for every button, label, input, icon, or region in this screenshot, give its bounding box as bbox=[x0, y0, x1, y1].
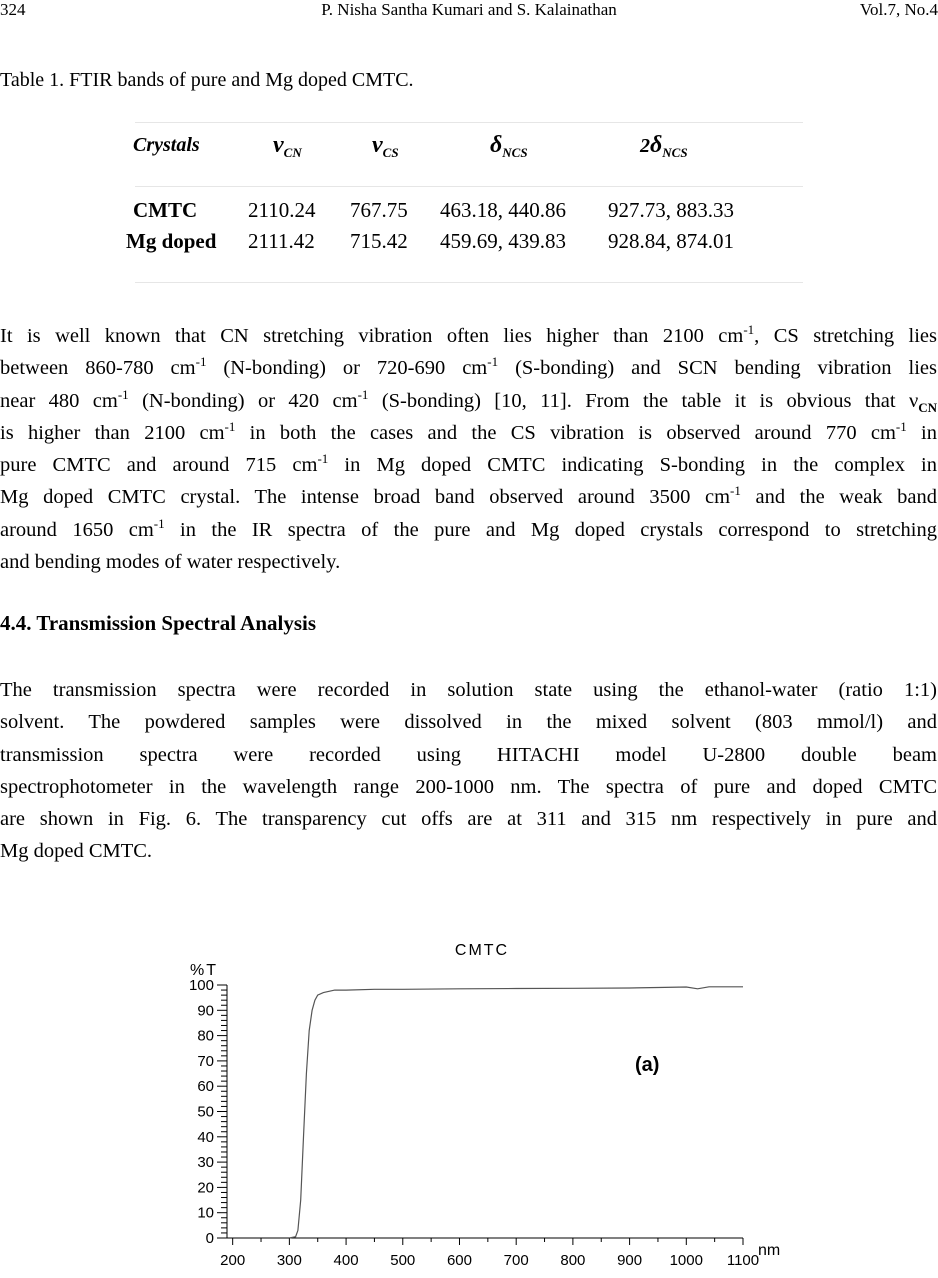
text-run: is higher than 2100 cm bbox=[0, 421, 225, 444]
table-header-row bbox=[120, 132, 805, 172]
x-tick-label: 500 bbox=[390, 1252, 416, 1269]
table-top-rule bbox=[135, 122, 803, 123]
text-run: (S-bonding) and SCN bending vibration lies bbox=[498, 357, 937, 380]
text-line: are shown in Fig. 6. The transparency cut offs are at 311 and 315 nm respectively in pure and bbox=[0, 808, 937, 831]
x-tick-label: 1100 bbox=[726, 1252, 760, 1269]
text-run: around 1650 cm bbox=[0, 518, 154, 541]
header-v-cn bbox=[273, 132, 302, 161]
text-line bbox=[0, 481, 937, 513]
row-crystal: CMTC bbox=[133, 198, 198, 222]
y-tick-label: 40 bbox=[197, 1128, 214, 1146]
superscript: -1 bbox=[195, 354, 207, 370]
header-2d-ncs bbox=[640, 132, 688, 161]
subscript: CN bbox=[918, 399, 937, 415]
x-axis-label: nm bbox=[758, 1242, 781, 1259]
text-run: It is well known that CN stretching vibration often lies higher than 2100 cm bbox=[0, 325, 744, 347]
series-line bbox=[289, 987, 743, 1238]
text-run: , CS stretching lies bbox=[754, 325, 937, 347]
x-tick-label: 800 bbox=[560, 1252, 586, 1269]
text-line bbox=[0, 417, 937, 449]
transmission-spectrum-chart bbox=[160, 930, 800, 1273]
section-heading: 4.4. Transmission Spectral Analysis bbox=[0, 611, 317, 635]
header-d-ncs-sub: NCS bbox=[502, 145, 528, 160]
header-v-cs-symbol: ν bbox=[372, 132, 383, 158]
x-tick-label: 1000 bbox=[669, 1252, 703, 1269]
table-bottom-rule bbox=[135, 282, 803, 283]
row-d-ncs: 463.18, 440.86 bbox=[440, 198, 566, 222]
row-crystal: Mg doped bbox=[126, 229, 217, 253]
superscript: -1 bbox=[117, 386, 129, 402]
header-d-ncs-symbol: δ bbox=[490, 132, 503, 158]
header-2d-ncs-symbol: δ bbox=[650, 132, 663, 158]
y-tick-label: 100 bbox=[188, 977, 214, 994]
paragraph-ftir-discussion bbox=[0, 320, 937, 578]
superscript: -1 bbox=[153, 515, 165, 531]
text-line: solvent. The powdered samples were dissolved in the mixed solvent (803 mmol/l) and bbox=[0, 711, 937, 734]
text-run: in the IR spectra of the pure and Mg doped crystals correspond to stretching bbox=[164, 518, 937, 541]
text-line bbox=[0, 514, 937, 546]
x-tick-label: 200 bbox=[220, 1252, 246, 1269]
x-tick-label: 900 bbox=[617, 1252, 643, 1269]
row-v-cs: 715.42 bbox=[350, 229, 408, 253]
header-2d-ncs-prefix: 2 bbox=[640, 135, 650, 157]
y-tick-label: 20 bbox=[197, 1179, 214, 1197]
superscript: -1 bbox=[317, 451, 329, 467]
text-run: and the weak band bbox=[740, 486, 937, 509]
y-tick-label: 10 bbox=[197, 1204, 214, 1222]
row-v-cs: 767.75 bbox=[350, 198, 408, 222]
text-run: in bbox=[906, 421, 937, 444]
superscript: -1 bbox=[487, 354, 499, 370]
series-layer bbox=[289, 987, 743, 1238]
y-axis-label: %T bbox=[190, 962, 218, 979]
text-run: and bending modes of water respectively. bbox=[0, 551, 341, 574]
text-line bbox=[0, 385, 937, 417]
text-line bbox=[0, 546, 937, 578]
row-2d-ncs: 928.84, 874.01 bbox=[608, 229, 734, 253]
header-d-ncs bbox=[490, 132, 528, 161]
superscript: -1 bbox=[224, 419, 236, 435]
running-header bbox=[0, 0, 938, 24]
chart-svg bbox=[160, 930, 800, 1273]
text-line: The transmission spectra were recorded in solution state using the ethanol-water (ratio 1:1) bbox=[0, 679, 937, 701]
text-line: transmission spectra were recorded using HITACHI model U-2800 double beam bbox=[0, 743, 937, 766]
panel-label: (a) bbox=[635, 1054, 660, 1076]
x-tick-label: 700 bbox=[503, 1252, 529, 1269]
row-v-cn: 2110.24 bbox=[248, 198, 316, 222]
table-row bbox=[120, 198, 805, 226]
x-tick-label: 600 bbox=[446, 1252, 472, 1269]
table-row bbox=[120, 229, 805, 257]
row-d-ncs: 459.69, 439.83 bbox=[440, 229, 566, 253]
text-run: (N-bonding) or 420 cm bbox=[128, 389, 358, 412]
text-run: near 480 cm bbox=[0, 389, 118, 412]
text-line bbox=[0, 449, 937, 481]
y-tick-label: 90 bbox=[197, 1002, 214, 1020]
page-number: 324 bbox=[0, 0, 26, 19]
text-run: Mg doped CMTC crystal. The intense broad band observed around 3500 cm bbox=[0, 486, 731, 509]
text-run: pure CMTC and around 715 cm bbox=[0, 454, 318, 477]
header-volume: Vol.7, No.4 bbox=[859, 0, 938, 19]
table-mid-rule bbox=[135, 186, 803, 187]
superscript: -1 bbox=[895, 419, 907, 435]
header-v-cs-sub: CS bbox=[382, 145, 399, 160]
text-line bbox=[0, 320, 937, 352]
row-2d-ncs: 927.73, 883.33 bbox=[608, 198, 734, 222]
x-tick-label: 300 bbox=[276, 1252, 302, 1269]
text-line: Mg doped CMTC. bbox=[0, 840, 153, 863]
header-2d-ncs-sub: NCS bbox=[662, 145, 688, 160]
text-run: in both the cases and the CS vibration is observed around 770 cm bbox=[235, 421, 896, 444]
header-authors: P. Nisha Santha Kumari and S. Kalainathan bbox=[321, 0, 617, 19]
row-v-cn: 2111.42 bbox=[248, 229, 315, 253]
y-tick-label: 50 bbox=[197, 1103, 214, 1121]
y-tick-label: 30 bbox=[197, 1154, 214, 1172]
text-run: (N-bonding) or 720-690 cm bbox=[206, 357, 488, 380]
text-line bbox=[0, 352, 937, 384]
superscript: -1 bbox=[743, 322, 755, 338]
superscript: -1 bbox=[357, 386, 369, 402]
superscript: -1 bbox=[730, 483, 741, 499]
y-tick-label: 0 bbox=[205, 1230, 214, 1247]
y-tick-label: 70 bbox=[197, 1052, 214, 1070]
text-run: in Mg doped CMTC indicating S-bonding in the complex in bbox=[328, 454, 938, 477]
chart-axes bbox=[189, 977, 759, 1269]
table-caption: Table 1. FTIR bands of pure and Mg doped CMTC. bbox=[0, 69, 414, 91]
paragraph-transmission bbox=[0, 674, 937, 868]
x-tick-label: 400 bbox=[333, 1252, 359, 1269]
header-v-cn-symbol: ν bbox=[273, 132, 284, 158]
y-tick-label: 60 bbox=[197, 1078, 214, 1096]
text-run: between 860-780 cm bbox=[0, 357, 196, 380]
header-v-cn-sub: CN bbox=[283, 145, 302, 160]
text-line: spectrophotometer in the wavelength range 200-1000 nm. The spectra of pure and doped CMTC bbox=[0, 775, 937, 798]
text-run: (S-bonding) [10, 11]. From the table it is obvious that ν bbox=[368, 389, 919, 412]
header-v-cs bbox=[372, 132, 399, 161]
header-crystals: Crystals bbox=[133, 134, 200, 156]
chart-title: CMTC bbox=[454, 942, 510, 959]
y-tick-label: 80 bbox=[197, 1027, 214, 1045]
